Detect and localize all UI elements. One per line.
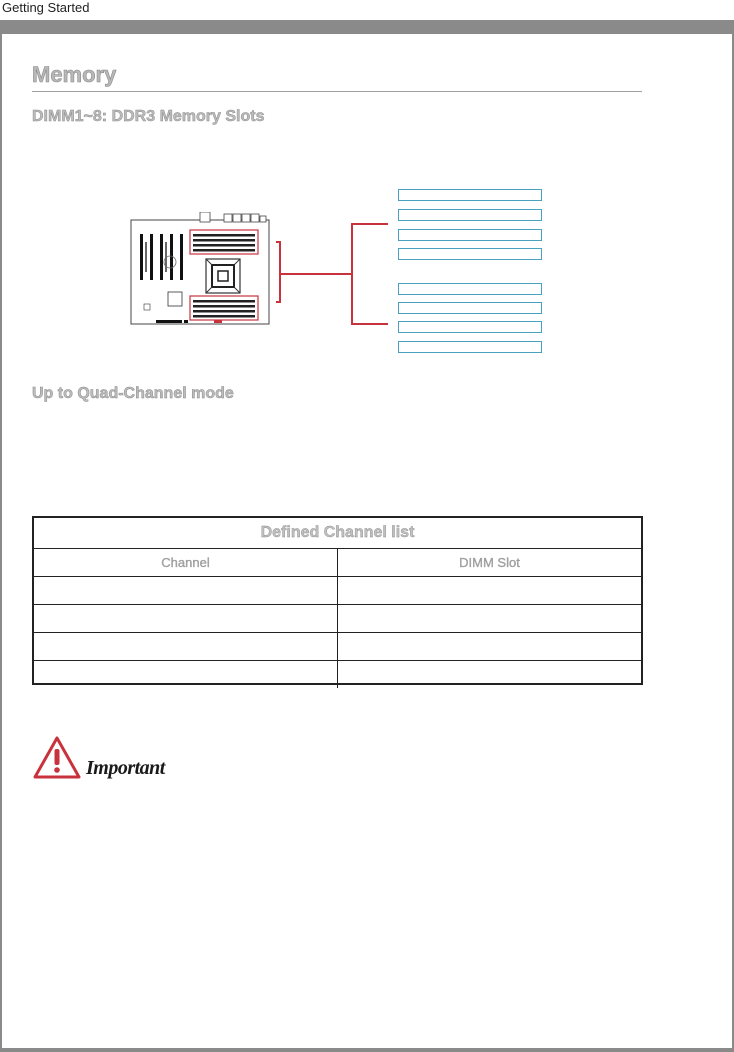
column-header-channel: Channel — [34, 549, 338, 576]
table-row — [34, 577, 641, 605]
dimm-slot-label — [398, 283, 542, 295]
dimm-slot-label — [398, 302, 542, 314]
table-row — [34, 661, 641, 688]
warning-icon — [32, 735, 82, 780]
page-title: Memory — [32, 62, 117, 87]
section-heading-dimm: DIMM1~8: DDR3 Memory Slots — [32, 108, 265, 125]
dimm-slot-cell — [338, 633, 641, 660]
frame-left — [0, 34, 2, 1052]
dimm-slot-label — [398, 248, 542, 260]
table-row — [34, 605, 641, 633]
title-divider — [32, 91, 642, 92]
table-title: Defined Channel list — [34, 518, 641, 549]
section-heading-quad-channel: Up to Quad-Channel mode — [32, 385, 234, 402]
channel-cell — [34, 661, 338, 688]
column-header-dimm-slot: DIMM Slot — [459, 555, 520, 570]
dimm-slot-label — [398, 209, 542, 221]
motherboard-diagram — [130, 212, 270, 325]
channel-cell — [34, 605, 338, 632]
dimm-slot-cell — [338, 605, 641, 632]
dimm-slot-cell — [338, 661, 641, 688]
section-label: Getting Started — [2, 0, 90, 15]
important-label: Important — [86, 757, 165, 779]
channel-table — [32, 516, 643, 685]
channel-cell — [34, 633, 338, 660]
header-bar — [0, 20, 734, 34]
frame-bottom — [0, 1048, 734, 1052]
dimm-slot-label — [398, 341, 542, 353]
dimm-slot-cell — [338, 577, 641, 604]
table-row — [34, 633, 641, 661]
dimm-slot-label — [398, 189, 542, 201]
dimm-slot-label — [398, 229, 542, 241]
dimm-slot-label — [398, 321, 542, 333]
slot-connector-lines — [276, 222, 396, 326]
channel-cell — [34, 577, 338, 604]
table-header-row — [34, 549, 641, 577]
